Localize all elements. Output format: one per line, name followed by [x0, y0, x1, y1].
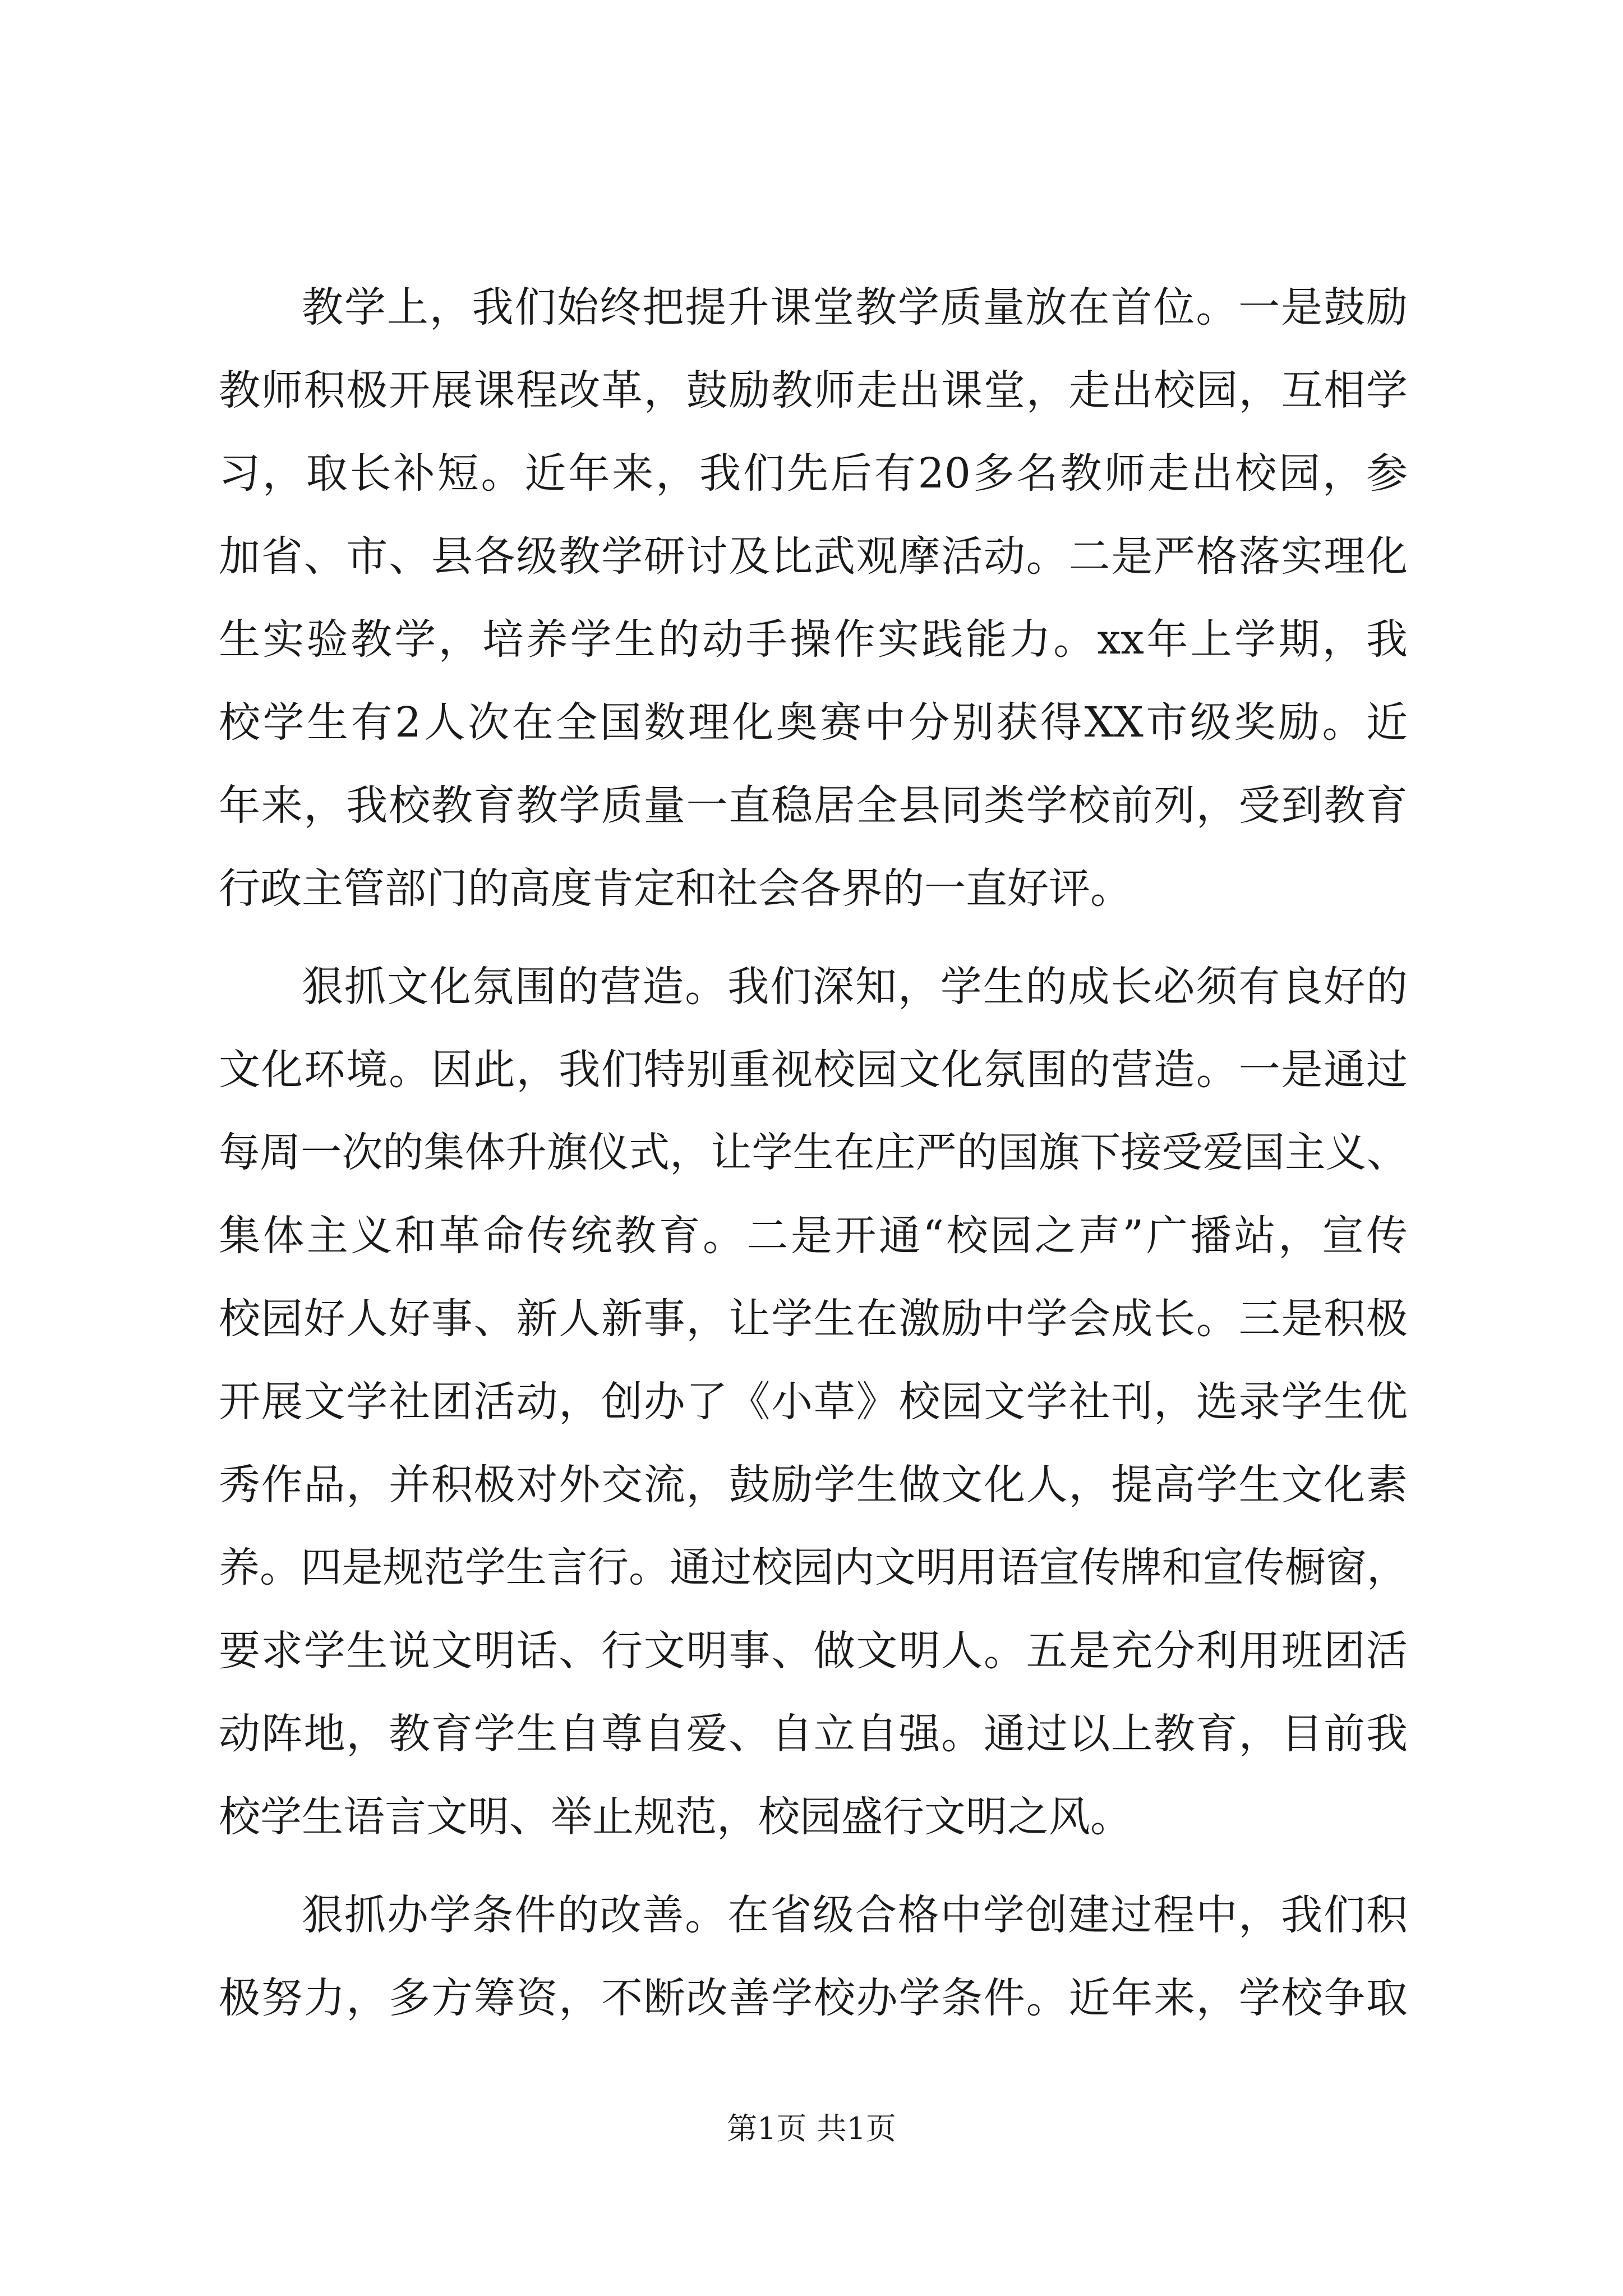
paragraph-1-line-4: 加省、市、县各级教学研讨及比武观摩活动。二是严格落实理化 [219, 532, 1408, 581]
paragraph-1-line-8: 行政主管部门的高度肯定和社会各界的一直好评。 [219, 864, 1132, 913]
paragraph-1-line-6: 校学生有2人次在全国数理化奥赛中分别获得XX市级奖励。近 [219, 698, 1408, 747]
paragraph-1-line-1: 教学上，我们始终把提升课堂教学质量放在首位。一是鼓励 [302, 283, 1408, 332]
paragraph-2-line-11: 校学生语言文明、举止规范，校园盛行文明之风。 [219, 1793, 1132, 1841]
paragraph-2-line-5: 校园好人好事、新人新事，让学生在激励中学会成长。三是积极 [219, 1295, 1408, 1343]
paragraph-3-line-1: 狠抓办学条件的改善。在省级合格中学创建过程中，我们积 [302, 1891, 1408, 1939]
paragraph-2-line-4: 集体主义和革命传统教育。二是开通“校园之声”广播站，宣传 [219, 1212, 1408, 1260]
paragraph-2-line-2: 文化环境。因此，我们特别重视校园文化氛围的营造。一是通过 [219, 1046, 1408, 1094]
paragraph-1-line-3: 习，取长补短。近年来，我们先后有20多名教师走出校园，参 [219, 449, 1408, 498]
paragraph-2-line-6: 开展文学社团活动，创办了《小草》校园文学社刊，选录学生优 [219, 1378, 1408, 1426]
paragraph-2-line-1: 狠抓文化氛围的营造。我们深知，学生的成长必须有良好的 [302, 963, 1408, 1011]
paragraph-2-line-8: 养。四是规范学生言行。通过校园内文明用语宣传牌和宣传橱窗， [219, 1544, 1408, 1591]
paragraph-1-line-7: 年来，我校教育教学质量一直稳居全县同类学校前列，受到教育 [219, 781, 1408, 830]
paragraph-2-line-3: 每周一次的集体升旗仪式，让学生在庄严的国旗下接受爱国主义、 [219, 1129, 1408, 1176]
page-number-footer: 第1页 共1页 [727, 2111, 896, 2146]
paragraph-3-line-2: 极努力，多方筹资，不断改善学校办学条件。近年来，学校争取 [219, 1974, 1408, 2022]
paragraph-1-line-5: 生实验教学，培养学生的动手操作实践能力。xx年上学期，我 [219, 615, 1408, 664]
paragraph-2-line-9: 要求学生说文明话、行文明事、做文明人。五是充分利用班团活 [219, 1627, 1408, 1675]
paragraph-2-line-7: 秀作品，并积极对外交流，鼓励学生做文化人，提高学生文化素 [219, 1461, 1408, 1509]
paragraph-1-line-2: 教师积极开展课程改革，鼓励教师走出课堂，走出校园，互相学 [219, 366, 1408, 415]
paragraph-2-line-10: 动阵地，教育学生自尊自爱、自立自强。通过以上教育，目前我 [219, 1710, 1408, 1758]
